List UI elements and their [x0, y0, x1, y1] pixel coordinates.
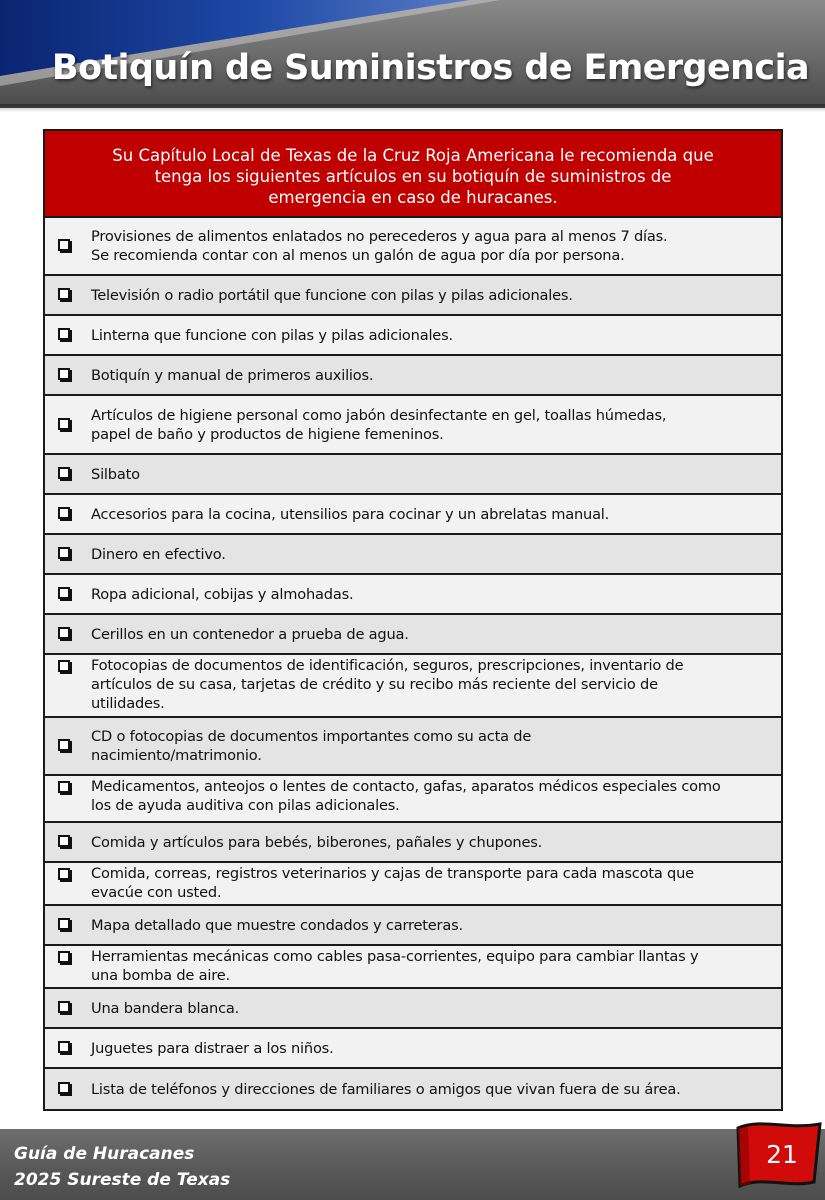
- checkbox-icon[interactable]: [58, 627, 70, 639]
- item-text: Mapa detallado que muestre condados y carreteras.: [91, 916, 463, 934]
- checkbox-icon[interactable]: [58, 739, 70, 751]
- checklist-item: [45, 1069, 781, 1109]
- checklist-item: [45, 989, 781, 1029]
- item-text: [91, 727, 531, 765]
- item-text: Cerillos en un contenedor a prueba de agua.: [91, 625, 409, 643]
- item-line: una bomba de aire.: [91, 967, 230, 984]
- checklist-item: [45, 863, 781, 906]
- checkbox-icon[interactable]: [58, 781, 70, 793]
- checklist-item: [45, 218, 781, 276]
- item-text: [91, 406, 666, 444]
- footer-line-2: 2025 Sureste de Texas: [14, 1170, 231, 1190]
- item-line: los de ayuda auditiva con pilas adicionales.: [91, 797, 400, 814]
- checkbox-icon[interactable]: [58, 418, 70, 430]
- checkbox-icon[interactable]: [58, 587, 70, 599]
- page-header: [0, 0, 825, 108]
- checklist-item: [45, 535, 781, 575]
- page-number: 21: [766, 1140, 798, 1169]
- item-line: evacúe con usted.: [91, 884, 222, 901]
- item-line: Se recomienda contar con al menos un galón de agua por día por persona.: [91, 247, 625, 264]
- checkbox-icon[interactable]: [58, 1041, 70, 1053]
- checklist-item: [45, 655, 781, 718]
- checkbox-icon[interactable]: [58, 1001, 70, 1013]
- item-line: papel de baño y productos de higiene femeninos.: [91, 425, 444, 443]
- checkbox-icon[interactable]: [58, 1082, 70, 1094]
- item-text: Accesorios para la cocina, utensilios para cocinar y un abrelatas manual.: [91, 505, 610, 523]
- checkbox-icon[interactable]: [58, 547, 70, 559]
- intro-banner: [45, 131, 781, 218]
- item-text: Una bandera blanca.: [91, 999, 240, 1017]
- checklist-item: [45, 906, 781, 946]
- checklist: [45, 218, 781, 1109]
- item-line: artículos de su casa, tarjetas de crédito y su recibo más reciente del servicio de: [91, 676, 658, 693]
- item-text: [91, 864, 694, 902]
- item-line: Fotocopias de documentos de identificación, seguros, prescripciones, inventario de: [91, 657, 684, 674]
- checklist-item: [45, 1029, 781, 1069]
- checklist-item: [45, 575, 781, 615]
- item-line: Comida, correas, registros veterinarios y cajas de transporte para cada mascota que: [91, 865, 694, 882]
- header-shadow: [0, 104, 825, 112]
- item-text: Juguetes para distraer a los niños.: [91, 1039, 334, 1057]
- checklist-item: [45, 316, 781, 356]
- item-text: [91, 947, 698, 985]
- checklist-item: [45, 776, 781, 823]
- checkbox-icon[interactable]: [58, 951, 70, 963]
- item-text: Lista de teléfonos y direcciones de familiares o amigos que vivan fuera de su área.: [91, 1080, 681, 1098]
- supplies-checklist-table: [43, 129, 783, 1111]
- checklist-item: [45, 495, 781, 535]
- page-footer: [0, 1129, 825, 1200]
- checklist-item: [45, 455, 781, 495]
- footer-line-1: Guía de Huracanes: [14, 1144, 195, 1164]
- checklist-item: [45, 276, 781, 316]
- checkbox-icon[interactable]: [58, 660, 70, 672]
- checkbox-icon[interactable]: [58, 868, 70, 880]
- item-text: Comida y artículos para bebés, biberones, pañales y chupones.: [91, 833, 543, 851]
- checklist-item: [45, 356, 781, 396]
- checklist-item: [45, 615, 781, 655]
- checkbox-icon[interactable]: [58, 835, 70, 847]
- intro-line-1: Su Capítulo Local de Texas de la Cruz Roja Americana le recomienda que: [112, 146, 714, 165]
- page-title: Botiquín de Suministros de Emergencia: [51, 48, 809, 88]
- checkbox-icon[interactable]: [58, 918, 70, 930]
- item-line: nacimiento/matrimonio.: [91, 747, 262, 764]
- item-line: CD o fotocopias de documentos importantes como su acta de: [91, 728, 532, 745]
- item-line: Artículos de higiene personal como jabón desinfectante en gel, toallas húmedas,: [91, 406, 667, 424]
- item-text: Botiquín y manual de primeros auxilios.: [91, 366, 374, 384]
- item-text: Ropa adicional, cobijas y almohadas.: [91, 585, 354, 603]
- intro-line-3: emergencia en caso de huracanes.: [268, 188, 558, 207]
- item-line: Provisiones de alimentos enlatados no perecederos y agua para al menos 7 días.: [91, 228, 668, 245]
- checkbox-icon[interactable]: [58, 507, 70, 519]
- intro-line-2: tenga los siguientes artículos en su botiquín de suministros de: [154, 167, 672, 186]
- item-text: [91, 777, 721, 815]
- item-line: utilidades.: [91, 695, 165, 712]
- item-text: Silbato: [91, 465, 140, 483]
- item-line: Medicamentos, anteojos o lentes de contacto, gafas, aparatos médicos especiales como: [91, 778, 721, 795]
- checkbox-icon[interactable]: [58, 328, 70, 340]
- checkbox-icon[interactable]: [58, 239, 70, 251]
- checklist-item: [45, 396, 781, 455]
- checklist-item: [45, 823, 781, 863]
- checklist-item: [45, 718, 781, 776]
- item-text: [91, 227, 668, 265]
- checkbox-icon[interactable]: [58, 467, 70, 479]
- checklist-item: [45, 946, 781, 989]
- checkbox-icon[interactable]: [58, 288, 70, 300]
- item-text: [91, 656, 683, 713]
- checkbox-icon[interactable]: [58, 368, 70, 380]
- item-text: Dinero en efectivo.: [91, 545, 226, 563]
- item-text: Televisión o radio portátil que funcione con pilas y pilas adicionales.: [91, 286, 573, 304]
- item-text: Linterna que funcione con pilas y pilas adicionales.: [91, 326, 453, 344]
- item-line: Herramientas mecánicas como cables pasa-corrientes, equipo para cambiar llantas y: [91, 948, 699, 965]
- footer-guide-title: [14, 1141, 230, 1193]
